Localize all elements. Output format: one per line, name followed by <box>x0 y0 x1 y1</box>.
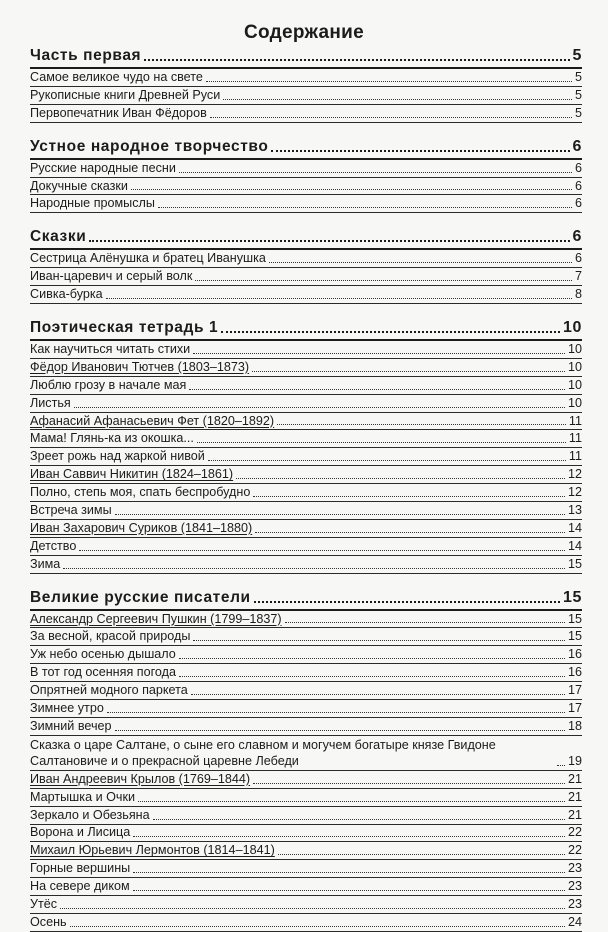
dot-leader <box>153 819 565 820</box>
page-number: 12 <box>567 485 582 500</box>
toc-entry[interactable] <box>30 646 582 664</box>
page-number: 21 <box>567 771 582 786</box>
dot-leader <box>179 658 565 659</box>
dot-leader <box>63 568 565 569</box>
dot-leader <box>79 550 565 551</box>
dot-leader <box>106 298 572 299</box>
toc-author-entry[interactable] <box>30 611 582 629</box>
page-number: 6 <box>574 178 582 193</box>
toc-entry[interactable] <box>30 484 582 502</box>
page-number: 11 <box>568 413 582 428</box>
entry-title: Люблю грозу в начале мая <box>30 377 187 392</box>
toc-section <box>30 46 582 123</box>
page-number: 15 <box>567 556 582 571</box>
dot-leader <box>179 676 565 677</box>
page-number: 10 <box>567 359 582 374</box>
dot-leader <box>208 460 566 461</box>
entry-title: Уж небо осенью дышало <box>30 647 176 662</box>
dot-leader <box>193 640 565 641</box>
dot-leader <box>254 601 560 603</box>
entry-title: Александр Сергеевич Пушкин (1799–1837) <box>30 611 282 626</box>
dot-leader <box>70 926 565 927</box>
toc-author-entry[interactable] <box>30 466 582 484</box>
page-number: 21 <box>567 789 582 804</box>
toc-section <box>30 588 582 932</box>
toc-entry[interactable] <box>30 825 582 843</box>
toc-entry[interactable] <box>30 807 582 825</box>
dot-leader <box>285 622 565 623</box>
dot-leader <box>252 371 565 372</box>
dot-leader <box>131 189 572 190</box>
entry-title: Михаил Юрьевич Лермонтов (1814–1841) <box>30 843 275 858</box>
page-number: 16 <box>567 647 582 662</box>
entry-title: Листья <box>30 395 71 410</box>
dot-leader <box>253 496 565 497</box>
page-number: 7 <box>574 269 582 284</box>
toc-entry[interactable] <box>30 69 582 87</box>
toc-author-entry[interactable] <box>30 520 582 538</box>
page-number: 6 <box>574 196 582 211</box>
page-number: 23 <box>567 861 582 876</box>
toc-entry[interactable] <box>30 195 582 213</box>
dot-leader <box>138 801 565 802</box>
dot-leader <box>133 890 565 891</box>
entry-title: Фёдор Иванович Тютчев (1803–1873) <box>30 359 250 374</box>
section-title: Устное народное творчество <box>30 137 269 155</box>
toc-entry[interactable] <box>30 682 582 700</box>
section-title: Часть первая <box>30 47 142 64</box>
toc-entry[interactable] <box>30 448 582 466</box>
toc-entry[interactable] <box>30 105 582 123</box>
dot-leader <box>223 99 572 100</box>
page-number: 6 <box>574 251 582 266</box>
page-number: 10 <box>567 395 582 410</box>
entry-title: Зима <box>30 556 61 571</box>
toc-entry[interactable] <box>30 268 582 286</box>
page-number: 15 <box>567 629 582 644</box>
page-number: 23 <box>567 879 582 894</box>
page-number: 6 <box>574 160 582 175</box>
entry-title: Самое великое чудо на свете <box>30 69 203 84</box>
toc-entry[interactable] <box>30 502 582 520</box>
section-title: Сказки <box>30 228 87 246</box>
dot-leader <box>271 150 569 152</box>
dot-leader <box>210 117 572 118</box>
entry-title: Зеркало и Обезьяна <box>30 807 150 822</box>
section-heading[interactable] <box>30 588 582 611</box>
toc-entry[interactable] <box>30 736 582 771</box>
entry-title: За весной, красой природы <box>30 629 191 644</box>
entry-title: На севере диком <box>30 879 130 894</box>
entry-title: Осень <box>30 914 67 929</box>
toc-entry[interactable] <box>30 250 582 268</box>
dot-leader <box>236 478 565 479</box>
entry-title: Иван Саввич Никитин (1824–1861) <box>30 467 234 482</box>
page-number: 5 <box>574 87 582 102</box>
toc-entry[interactable] <box>30 878 582 896</box>
page-number: 19 <box>567 753 582 768</box>
dot-leader <box>115 514 565 515</box>
page-number: 22 <box>567 825 582 840</box>
dot-leader <box>269 262 572 263</box>
section-title: Поэтическая тетрадь 1 <box>30 319 219 337</box>
entry-title: В тот год осенняя погода <box>30 665 176 680</box>
toc-entry[interactable] <box>30 430 582 448</box>
toc-entry[interactable] <box>30 860 582 878</box>
page-number: 5 <box>574 69 582 84</box>
entry-title: Ворона и Лисица <box>30 825 131 840</box>
dot-leader <box>221 331 560 333</box>
page-number: 10 <box>567 377 582 392</box>
entry-title: Зимний вечер <box>30 718 112 733</box>
section-heading[interactable] <box>30 227 582 250</box>
dot-leader <box>206 81 572 82</box>
entry-title: Рукописные книги Древней Руси <box>30 87 221 102</box>
page-number: 21 <box>567 807 582 822</box>
entry-title: Опрятней модного паркета <box>30 683 188 698</box>
dot-leader <box>74 407 565 408</box>
entry-title: Зреет рожь над жаркой нивой <box>30 449 205 464</box>
page-number: 17 <box>567 701 582 716</box>
page-number: 14 <box>567 538 582 553</box>
dot-leader <box>255 532 565 533</box>
page-number: 10 <box>563 319 582 337</box>
entry-title: Детство <box>30 538 77 553</box>
toc-author-entry[interactable] <box>30 413 582 431</box>
page-number: 5 <box>574 105 582 120</box>
entry-title: Иван Захарович Суриков (1841–1880) <box>30 520 253 535</box>
toc-entry[interactable] <box>30 914 582 932</box>
page-number: 15 <box>567 611 582 626</box>
dot-leader <box>89 240 569 242</box>
toc-entry[interactable] <box>30 377 582 395</box>
entry-title: Народные промыслы <box>30 196 155 211</box>
toc-entry[interactable] <box>30 341 582 359</box>
entry-title: Сказка о царе Салтане, о сыне его славном и могучем богатыре князе Гвидоне Салтановиче и о прекрасной царевне Лебеди <box>30 737 496 768</box>
toc-entry[interactable] <box>30 87 582 105</box>
page-number: 15 <box>563 588 582 606</box>
dot-leader <box>133 836 565 837</box>
dot-leader <box>115 730 565 731</box>
entry-title: Встреча зимы <box>30 503 112 518</box>
entry-title: Зимнее утро <box>30 701 104 716</box>
page-number: 6 <box>572 228 582 246</box>
dot-leader <box>191 694 565 695</box>
page-number: 6 <box>572 137 582 155</box>
dot-leader <box>60 908 565 909</box>
dot-leader <box>189 389 565 390</box>
entry-title: Первопечатник Иван Фёдоров <box>30 105 207 120</box>
toc-entry[interactable] <box>30 718 582 736</box>
entry-title: Иван Андреевич Крылов (1769–1844) <box>30 771 251 786</box>
page-number: 24 <box>567 914 582 929</box>
page-number: 10 <box>567 342 582 356</box>
page-title: Содержание <box>243 22 365 43</box>
page-number: 22 <box>567 843 582 858</box>
page-number: 5 <box>572 47 582 64</box>
toc-entry[interactable] <box>30 628 582 646</box>
page-number: 14 <box>567 520 582 535</box>
page-number: 18 <box>567 718 582 733</box>
entry-title: Полно, степь моя, спать беспробудно <box>30 485 251 500</box>
entry-title: Утёс <box>30 897 58 912</box>
page-number: 13 <box>567 503 582 518</box>
page-number: 17 <box>567 683 582 698</box>
page-number: 16 <box>567 665 582 680</box>
dot-leader <box>107 712 565 713</box>
toc-entry[interactable] <box>30 286 582 304</box>
toc-author-entry[interactable] <box>30 842 582 860</box>
toc-entry[interactable] <box>30 896 582 914</box>
entry-title: Мартышка и Очки <box>30 789 136 804</box>
page-number: 12 <box>567 467 582 482</box>
dot-leader <box>557 765 565 766</box>
entry-title: Мама! Глянь-ка из окошка... <box>30 431 194 446</box>
dot-leader <box>278 854 565 855</box>
toc-entry[interactable] <box>30 700 582 718</box>
dot-leader <box>158 207 572 208</box>
page-number: 8 <box>574 287 582 302</box>
toc-entry[interactable] <box>30 538 582 556</box>
entry-title: Русские народные песни <box>30 160 176 175</box>
entry-title: Докучные сказки <box>30 178 128 193</box>
page-number: 11 <box>568 449 582 464</box>
page-number: 23 <box>567 897 582 912</box>
dot-leader <box>193 353 565 354</box>
dot-leader <box>179 172 572 173</box>
toc-entry[interactable] <box>30 664 582 682</box>
toc-entry[interactable] <box>30 160 582 178</box>
section-title: Великие русские писатели <box>30 588 251 606</box>
toc-entry[interactable] <box>30 178 582 196</box>
table-of-contents <box>30 42 582 932</box>
dot-leader <box>133 872 565 873</box>
dot-leader <box>253 783 565 784</box>
entry-title: Сивка-бурка <box>30 287 103 302</box>
page-number: 11 <box>568 431 582 446</box>
dot-leader <box>195 280 572 281</box>
entry-title: Иван-царевич и серый волк <box>30 269 193 284</box>
section-heading[interactable] <box>30 137 582 160</box>
toc-entry[interactable] <box>30 789 582 807</box>
toc-author-entry[interactable] <box>30 771 582 789</box>
entry-title: Горные вершины <box>30 861 131 876</box>
toc-entry[interactable] <box>30 556 582 574</box>
toc-author-entry[interactable] <box>30 359 582 377</box>
toc-entry[interactable] <box>30 395 582 413</box>
section-heading[interactable] <box>30 46 582 69</box>
entry-title: Афанасий Афанасьевич Фет (1820–1892) <box>30 413 275 428</box>
entry-title: Как научиться читать стихи <box>30 342 191 356</box>
dot-leader <box>144 59 569 61</box>
entry-title: Сестрица Алёнушка и братец Иванушка <box>30 251 266 266</box>
section-heading[interactable] <box>30 318 582 341</box>
dot-leader <box>277 424 566 425</box>
toc-section <box>30 137 582 214</box>
dot-leader <box>197 442 566 443</box>
toc-section <box>30 227 582 304</box>
toc-section <box>30 318 582 574</box>
